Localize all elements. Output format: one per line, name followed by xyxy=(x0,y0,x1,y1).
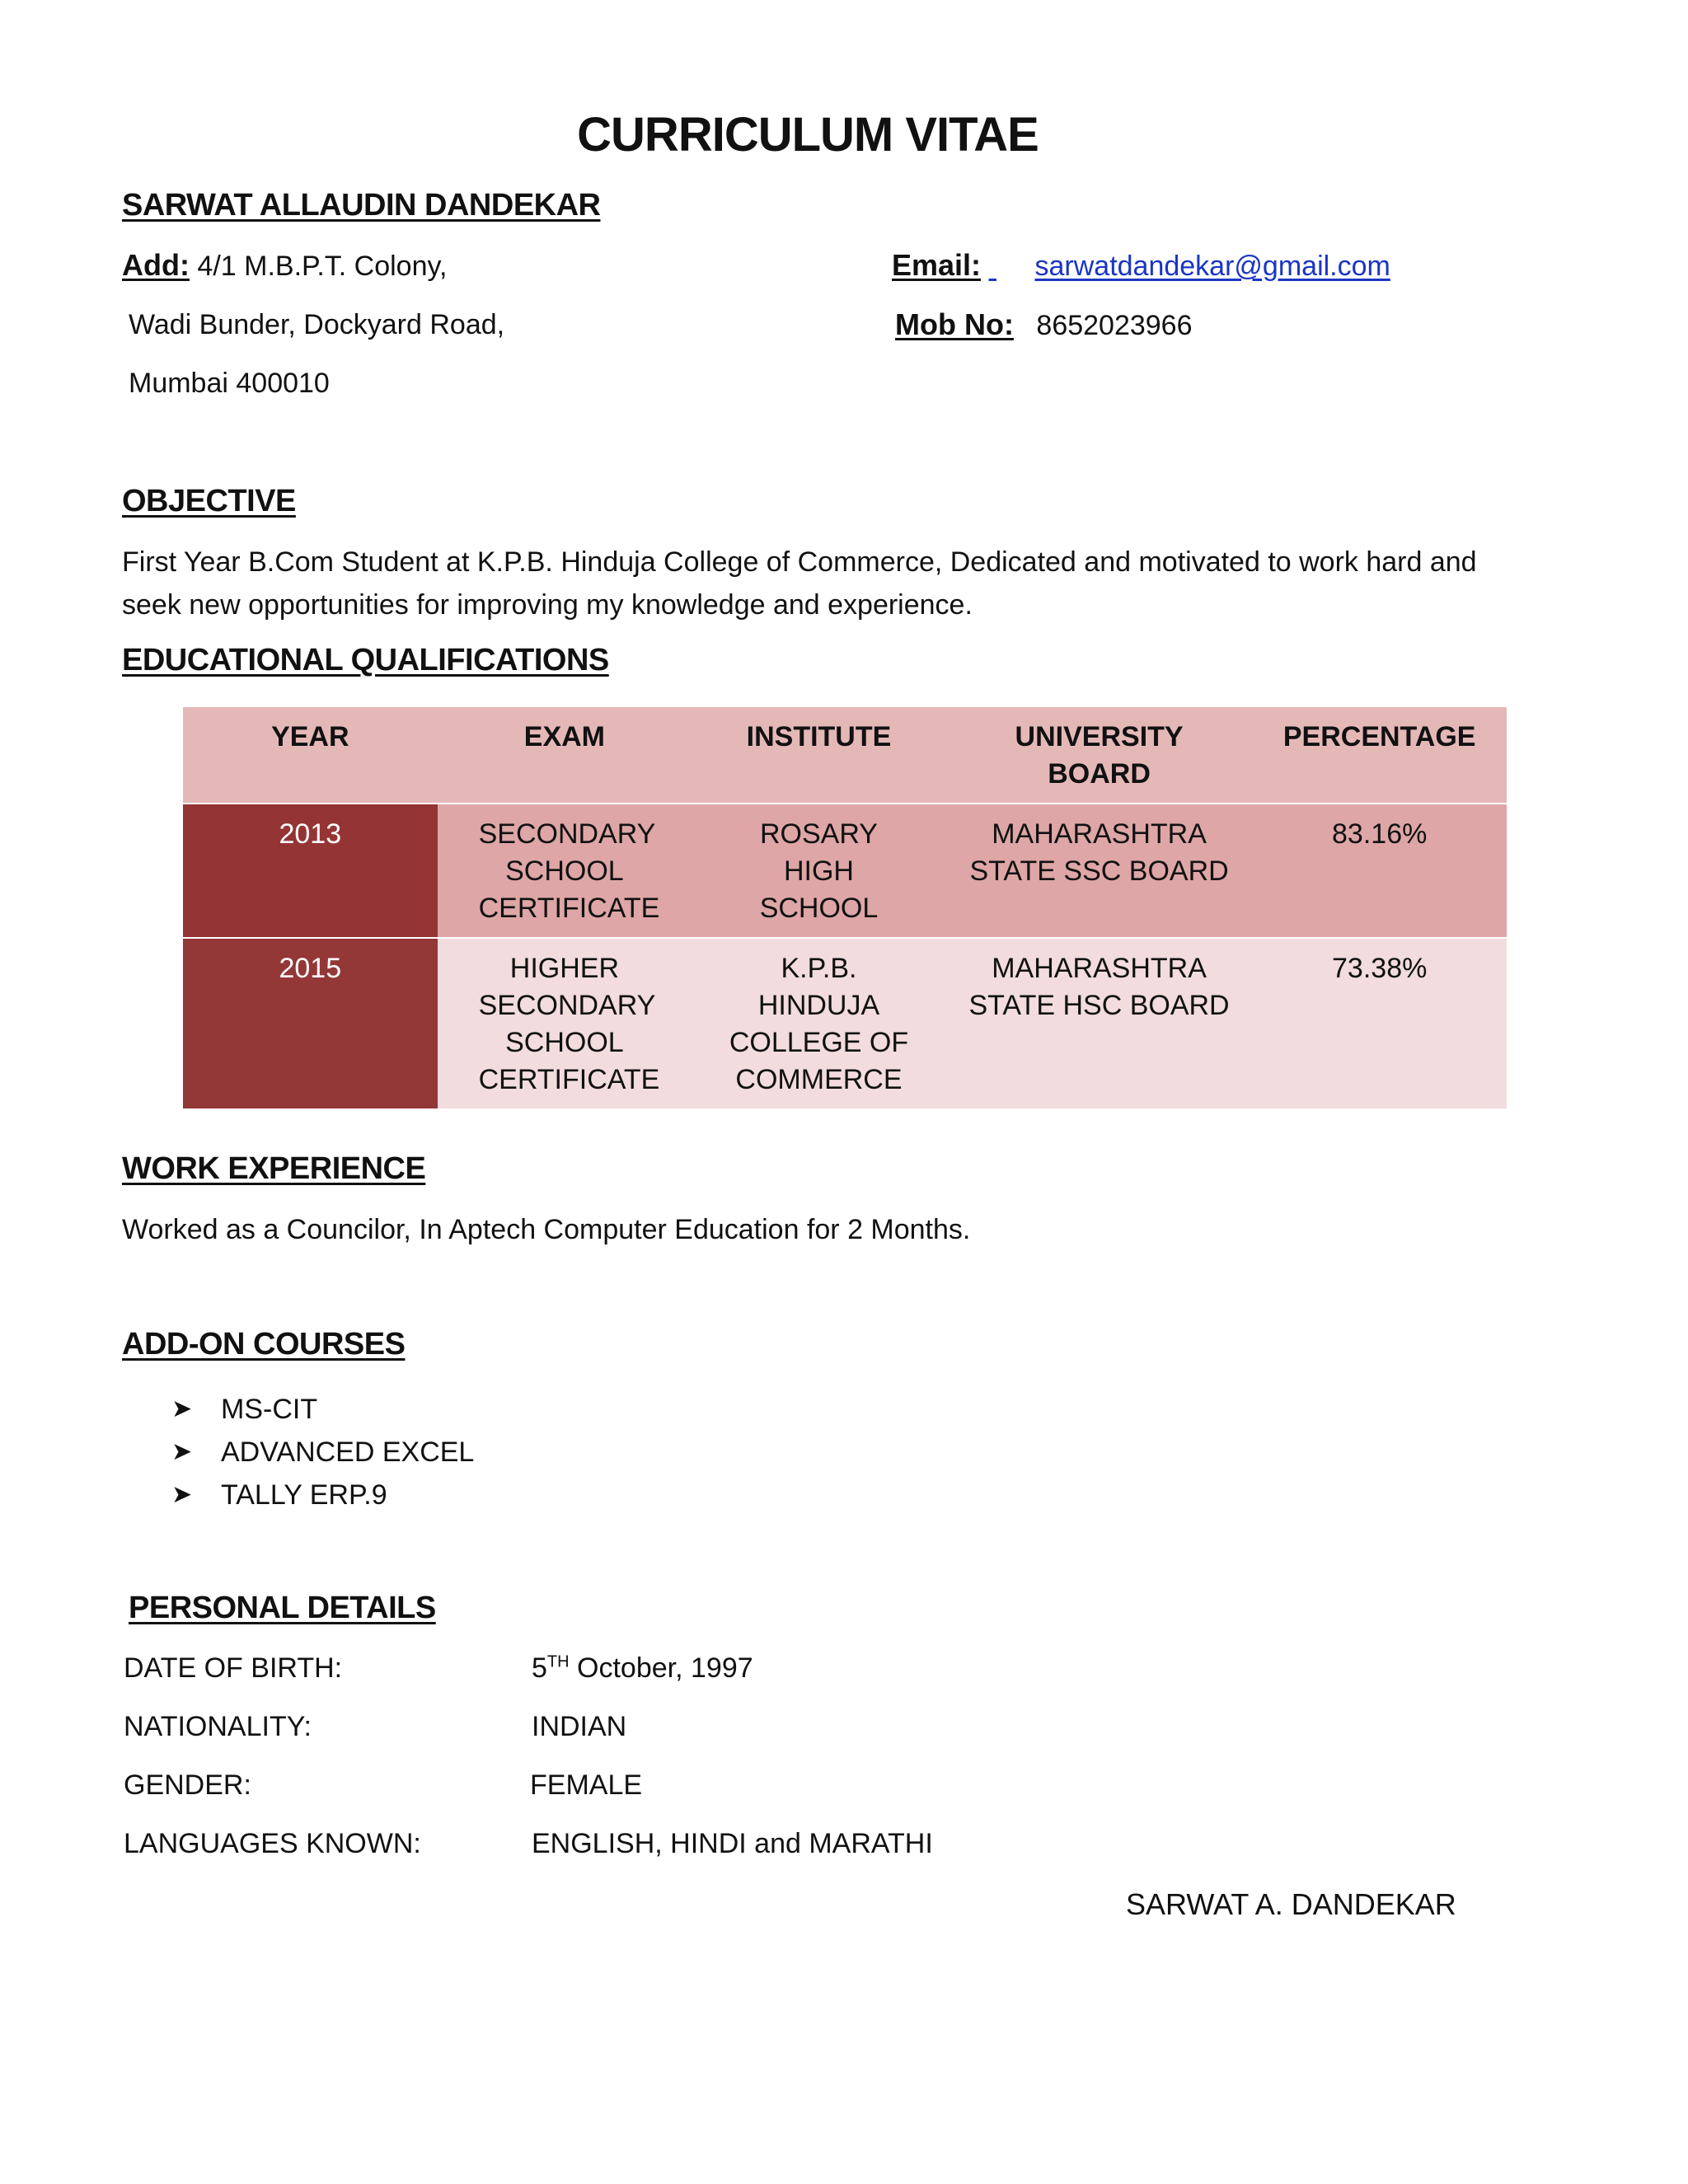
cell-year: 2013 xyxy=(183,804,438,938)
table-row xyxy=(183,804,1507,938)
column-header-year: YEAR xyxy=(271,721,349,752)
cell-percentage: 83.16% xyxy=(1252,804,1507,938)
personal-heading: PERSONAL DETAILS xyxy=(129,1591,436,1625)
cell-year: 2015 xyxy=(183,938,438,1108)
mobile-label: Mob No: xyxy=(895,307,1014,341)
work-heading: WORK EXPERIENCE xyxy=(122,1151,426,1186)
document-title: CURRICULUM VITAE xyxy=(577,108,1039,162)
list-item xyxy=(171,1474,474,1516)
list-item xyxy=(171,1388,474,1431)
arrowhead-bullet-icon: ➤ xyxy=(171,1481,193,1508)
mobile-row xyxy=(895,303,1193,347)
cell-exam: SECONDARY SCHOOL CERTIFICATE xyxy=(438,804,692,938)
cell-board: MAHARASHTRA STATE SSC BOARD xyxy=(946,804,1253,938)
education-heading: EDUCATIONAL QUALIFICATIONS xyxy=(122,643,609,677)
signature-name: SARWAT A. DANDEKAR xyxy=(1126,1887,1456,1921)
column-header-institute: INSTITUTE xyxy=(746,721,892,752)
address-line-3: Mumbai 400010 xyxy=(129,368,330,399)
candidate-name: SARWAT ALLAUDIN DANDEKAR xyxy=(122,188,601,223)
objective-text-line-2: seek new opportunities for improving my knowledge and experience. xyxy=(122,589,973,621)
gender-value: FEMALE xyxy=(530,1769,643,1801)
dob-rest: October, 1997 xyxy=(569,1652,753,1684)
dob-label: DATE OF BIRTH: xyxy=(124,1652,343,1684)
cell-institute: ROSARY HIGH SCHOOL xyxy=(692,804,946,938)
dob-day: 5 xyxy=(532,1652,547,1684)
objective-heading: OBJECTIVE xyxy=(122,484,296,518)
objective-text-line-1: First Year B.Com Student at K.P.B. Hinduja College of Commerce, Dedicated and motivated to work hard and xyxy=(122,546,1477,578)
courses-list xyxy=(171,1388,474,1516)
mobile-value: 8652023966 xyxy=(1036,310,1193,341)
cell-board: MAHARASHTRA STATE HSC BOARD xyxy=(946,938,1253,1108)
cell-institute: K.P.B. HINDUJA COLLEGE OF COMMERCE xyxy=(692,938,946,1108)
column-header-board: UNIVERSITY BOARD xyxy=(1015,721,1184,790)
education-table xyxy=(183,707,1507,1108)
education-table-header xyxy=(183,707,1507,804)
cell-percentage: 73.38% xyxy=(1252,938,1507,1108)
courses-heading: ADD-ON COURSES xyxy=(122,1327,406,1361)
languages-value: ENGLISH, HINDI and MARATHI xyxy=(532,1828,933,1859)
dob-suffix: TH xyxy=(546,1652,570,1671)
column-header-exam: EXAM xyxy=(523,721,605,752)
email-spacer xyxy=(989,245,1035,288)
address-line-2: Wadi Bunder, Dockyard Road, xyxy=(129,309,505,340)
list-item xyxy=(171,1431,474,1474)
course-label: TALLY ERP.9 xyxy=(221,1479,387,1511)
nationality-label: NATIONALITY: xyxy=(124,1711,312,1742)
address-line-1 xyxy=(122,244,447,288)
email-link[interactable]: sarwatdandekar@gmail.com xyxy=(1034,251,1390,282)
arrowhead-bullet-icon: ➤ xyxy=(171,1438,193,1465)
nationality-value: INDIAN xyxy=(532,1711,627,1742)
work-text: Worked as a Councilor, In Aptech Computer Education for 2 Months. xyxy=(122,1214,971,1245)
course-label: ADVANCED EXCEL xyxy=(221,1436,475,1468)
course-label: MS-CIT xyxy=(221,1394,318,1425)
email-row xyxy=(892,244,1390,288)
address-label: Add: xyxy=(122,248,190,282)
arrowhead-bullet-icon: ➤ xyxy=(171,1395,193,1422)
dob-value xyxy=(532,1647,753,1690)
languages-label: LANGUAGES KNOWN: xyxy=(124,1828,421,1859)
address-value-1: 4/1 M.B.P.T. Colony, xyxy=(197,251,448,282)
email-label: Email: xyxy=(892,248,982,282)
table-row xyxy=(183,938,1507,1108)
cell-exam: HIGHER SECONDARY SCHOOL CERTIFICATE xyxy=(438,938,692,1108)
column-header-percentage: PERCENTAGE xyxy=(1282,721,1476,752)
gender-label: GENDER: xyxy=(124,1769,251,1801)
